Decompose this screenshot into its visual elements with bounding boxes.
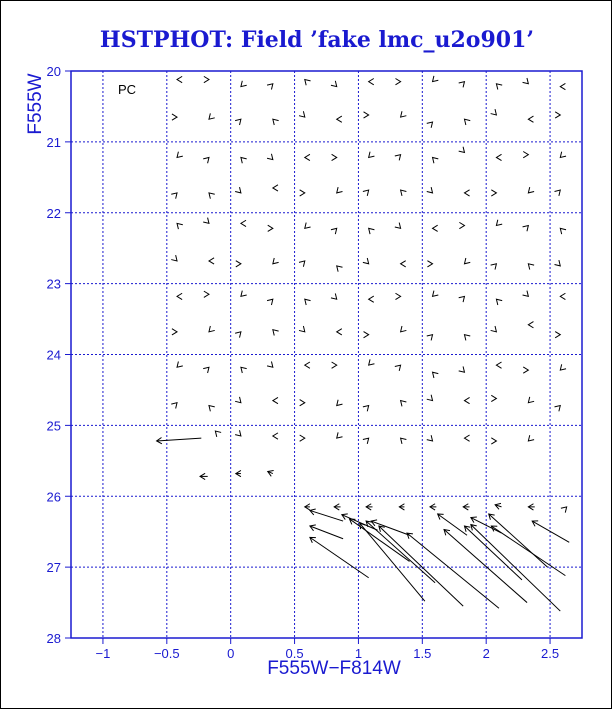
vector-mark xyxy=(401,438,407,444)
x-tick-label: 1 xyxy=(354,646,363,661)
vector-mark xyxy=(300,400,305,406)
vector-mark xyxy=(305,80,311,86)
vector-mark xyxy=(427,261,432,267)
vector-mark xyxy=(528,264,534,270)
vector-mark xyxy=(209,258,214,264)
vector-mark xyxy=(337,400,343,406)
vector-mark xyxy=(491,395,496,401)
vector-mark xyxy=(332,362,337,368)
vector-mark xyxy=(371,520,409,535)
vector-mark xyxy=(496,154,501,160)
vector-mark xyxy=(299,326,305,332)
vector-mark xyxy=(209,326,215,332)
vector-mark xyxy=(401,326,407,332)
vector-mark xyxy=(459,82,465,88)
vector-mark xyxy=(203,218,209,224)
vector-mark xyxy=(310,537,369,577)
vector-mark xyxy=(379,526,463,606)
vector-mark xyxy=(305,362,310,368)
vector-mark xyxy=(528,397,534,403)
x-tick-label: 0 xyxy=(227,646,235,661)
vector-mark xyxy=(172,329,177,335)
vector-mark xyxy=(369,296,374,302)
vector-mark xyxy=(560,293,565,299)
x-axis-label: F555W−F814W xyxy=(267,658,401,679)
vector-mark xyxy=(331,228,337,234)
vector-mark xyxy=(241,367,247,373)
vector-mark xyxy=(496,220,502,226)
y-tick-label: 20 xyxy=(46,64,61,79)
vector-mark xyxy=(337,116,342,122)
vector-mark xyxy=(360,523,425,601)
vector-mark xyxy=(241,220,246,226)
vector-mark xyxy=(555,112,560,118)
y-axis-ticks xyxy=(47,64,71,646)
vector-mark xyxy=(464,397,469,403)
vector-mark xyxy=(209,406,215,412)
vector-mark xyxy=(235,119,241,125)
vector-mark xyxy=(433,225,438,231)
vector-mark xyxy=(157,438,202,444)
vector-mark xyxy=(171,403,177,409)
vector-mark xyxy=(267,361,273,367)
vector-mark xyxy=(459,222,464,228)
vector-mark xyxy=(395,155,401,161)
vector-mark xyxy=(523,226,529,232)
vector-mark xyxy=(337,329,342,335)
vector-mark xyxy=(300,435,305,441)
vector-mark xyxy=(177,293,182,299)
vector-mark xyxy=(369,359,375,365)
vector-mark xyxy=(363,190,369,196)
vector-mark xyxy=(528,187,534,193)
vector-mark xyxy=(528,504,534,510)
pc-annotation: PC xyxy=(118,82,137,97)
vector-mark xyxy=(438,514,467,535)
vector-mark xyxy=(363,438,369,444)
vector-mark xyxy=(268,225,273,231)
vector-mark xyxy=(273,433,278,439)
vector-mark xyxy=(235,397,241,403)
vector-mark xyxy=(555,406,561,412)
vector-mark xyxy=(464,119,470,125)
y-tick-label: 25 xyxy=(46,418,61,434)
vector-mark xyxy=(305,154,310,160)
y-tick-label: 22 xyxy=(46,205,61,221)
vector-mark xyxy=(331,81,337,87)
vector-mark xyxy=(177,223,183,229)
x-tick-label: −0.5 xyxy=(153,646,180,661)
vector-mark xyxy=(337,266,343,272)
vector-mark xyxy=(369,78,374,84)
vector-mark xyxy=(273,185,278,191)
x-tick-label: −1 xyxy=(95,646,111,661)
vector-mark xyxy=(267,299,273,305)
vector-mark xyxy=(464,526,521,580)
vector-mark xyxy=(491,109,497,115)
vector-mark xyxy=(235,187,241,193)
vector-mark xyxy=(395,365,401,371)
y-tick-label: 24 xyxy=(46,347,61,363)
vector-mark xyxy=(267,84,273,90)
vector-mark xyxy=(561,507,567,513)
vector-mark xyxy=(430,504,436,510)
vector-mark xyxy=(395,223,401,229)
x-tick-label: 0.5 xyxy=(285,646,304,661)
y-axis-label: F555W xyxy=(25,73,46,135)
vector-mark xyxy=(364,112,369,118)
vector-mark xyxy=(204,291,209,297)
vector-mark xyxy=(395,78,400,84)
vector-mark xyxy=(177,361,183,367)
vector-mark xyxy=(464,335,470,341)
vector-mark xyxy=(463,504,469,510)
vector-mark xyxy=(209,193,215,199)
vector-mark xyxy=(495,503,501,509)
vector-mark xyxy=(273,330,279,336)
vector-mark xyxy=(401,261,406,267)
x-tick-label: 2 xyxy=(482,646,490,661)
vector-mark xyxy=(427,435,433,441)
vector-marks xyxy=(157,76,570,611)
vector-mark xyxy=(215,431,221,437)
vector-mark xyxy=(200,473,208,479)
vector-mark xyxy=(459,296,465,302)
vector-mark xyxy=(427,187,433,193)
vector-mark xyxy=(363,258,369,264)
vector-mark xyxy=(177,76,182,82)
vector-mark xyxy=(334,504,340,510)
vector-mark xyxy=(433,372,439,378)
vector-mark xyxy=(310,525,343,539)
vector-mark xyxy=(444,530,527,603)
vector-mark xyxy=(523,151,528,157)
y-tick-label: 21 xyxy=(46,134,61,150)
vector-mark xyxy=(203,157,209,163)
vector-mark xyxy=(241,157,247,163)
vector-mark xyxy=(337,187,343,193)
vector-mark xyxy=(209,113,215,119)
chart-title: HSTPHOT: Field ’fake lmc_u2o901’ xyxy=(99,27,535,53)
vector-mark xyxy=(364,332,369,338)
vector-mark xyxy=(560,364,566,370)
vector-mark xyxy=(235,430,241,436)
x-tick-label: 2.5 xyxy=(541,646,560,661)
x-tick-label: 1.5 xyxy=(413,646,432,661)
y-tick-label: 26 xyxy=(46,489,61,505)
vector-mark xyxy=(273,397,278,403)
vector-mark xyxy=(560,152,566,158)
vector-mark xyxy=(555,260,561,266)
vector-mark xyxy=(491,264,497,270)
vector-mark xyxy=(172,114,177,120)
vector-mark xyxy=(241,81,247,87)
vector-mark xyxy=(433,76,439,82)
vector-mark xyxy=(399,504,404,510)
vector-mark xyxy=(171,193,177,199)
vector-mark xyxy=(236,261,241,267)
vector-mark xyxy=(496,84,502,90)
vector-mark xyxy=(236,470,241,476)
vector-mark xyxy=(369,152,375,158)
scatter-chart xyxy=(1,1,611,708)
vector-mark xyxy=(560,228,566,234)
vector-mark xyxy=(203,367,209,373)
vector-mark xyxy=(401,401,407,407)
vector-mark xyxy=(433,291,439,297)
vector-mark xyxy=(299,261,305,267)
vector-mark xyxy=(332,154,337,160)
vector-mark xyxy=(555,190,561,196)
vector-mark xyxy=(464,190,469,196)
vector-mark xyxy=(464,435,469,441)
vector-mark xyxy=(268,471,274,477)
vector-mark xyxy=(273,119,279,125)
vector-mark xyxy=(401,190,407,196)
vector-mark xyxy=(523,291,529,297)
vector-mark xyxy=(331,293,337,299)
vector-mark xyxy=(464,258,470,264)
vector-mark xyxy=(555,332,560,338)
vector-mark xyxy=(235,332,241,338)
vector-mark xyxy=(427,335,433,341)
vector-mark xyxy=(491,326,497,332)
vector-mark xyxy=(491,190,496,196)
vector-mark xyxy=(560,83,565,89)
vector-mark xyxy=(395,293,400,299)
vector-mark xyxy=(305,504,310,510)
y-tick-label: 28 xyxy=(46,631,61,646)
vector-mark xyxy=(459,147,465,153)
vector-mark xyxy=(366,504,372,510)
vector-mark xyxy=(299,111,305,117)
vector-mark xyxy=(528,435,534,441)
vector-mark xyxy=(496,299,502,305)
vector-mark xyxy=(310,509,343,521)
vector-mark xyxy=(337,432,343,438)
vector-mark xyxy=(305,299,311,305)
vector-mark xyxy=(204,76,209,82)
vector-mark xyxy=(459,366,465,372)
vector-mark xyxy=(427,395,433,401)
vector-mark xyxy=(366,521,435,583)
vector-mark xyxy=(491,438,496,444)
vector-mark xyxy=(427,122,433,128)
vector-mark xyxy=(528,322,533,328)
vector-mark xyxy=(267,154,273,160)
vector-mark xyxy=(241,291,247,297)
vector-mark xyxy=(523,78,529,84)
gridlines xyxy=(71,71,582,638)
vector-mark xyxy=(401,111,407,117)
vector-mark xyxy=(532,521,569,542)
vector-mark xyxy=(496,362,501,368)
vector-mark xyxy=(300,190,305,196)
y-tick-label: 23 xyxy=(46,276,61,292)
vector-mark xyxy=(273,258,279,264)
vector-mark xyxy=(433,157,439,163)
y-tick-label: 27 xyxy=(46,560,61,576)
vector-mark xyxy=(369,228,375,234)
vector-mark xyxy=(528,116,533,122)
vector-mark xyxy=(489,514,548,567)
vector-mark xyxy=(363,406,369,412)
vector-mark xyxy=(177,152,183,158)
vector-mark xyxy=(523,367,528,373)
vector-mark xyxy=(305,223,311,229)
vector-mark xyxy=(171,255,177,261)
